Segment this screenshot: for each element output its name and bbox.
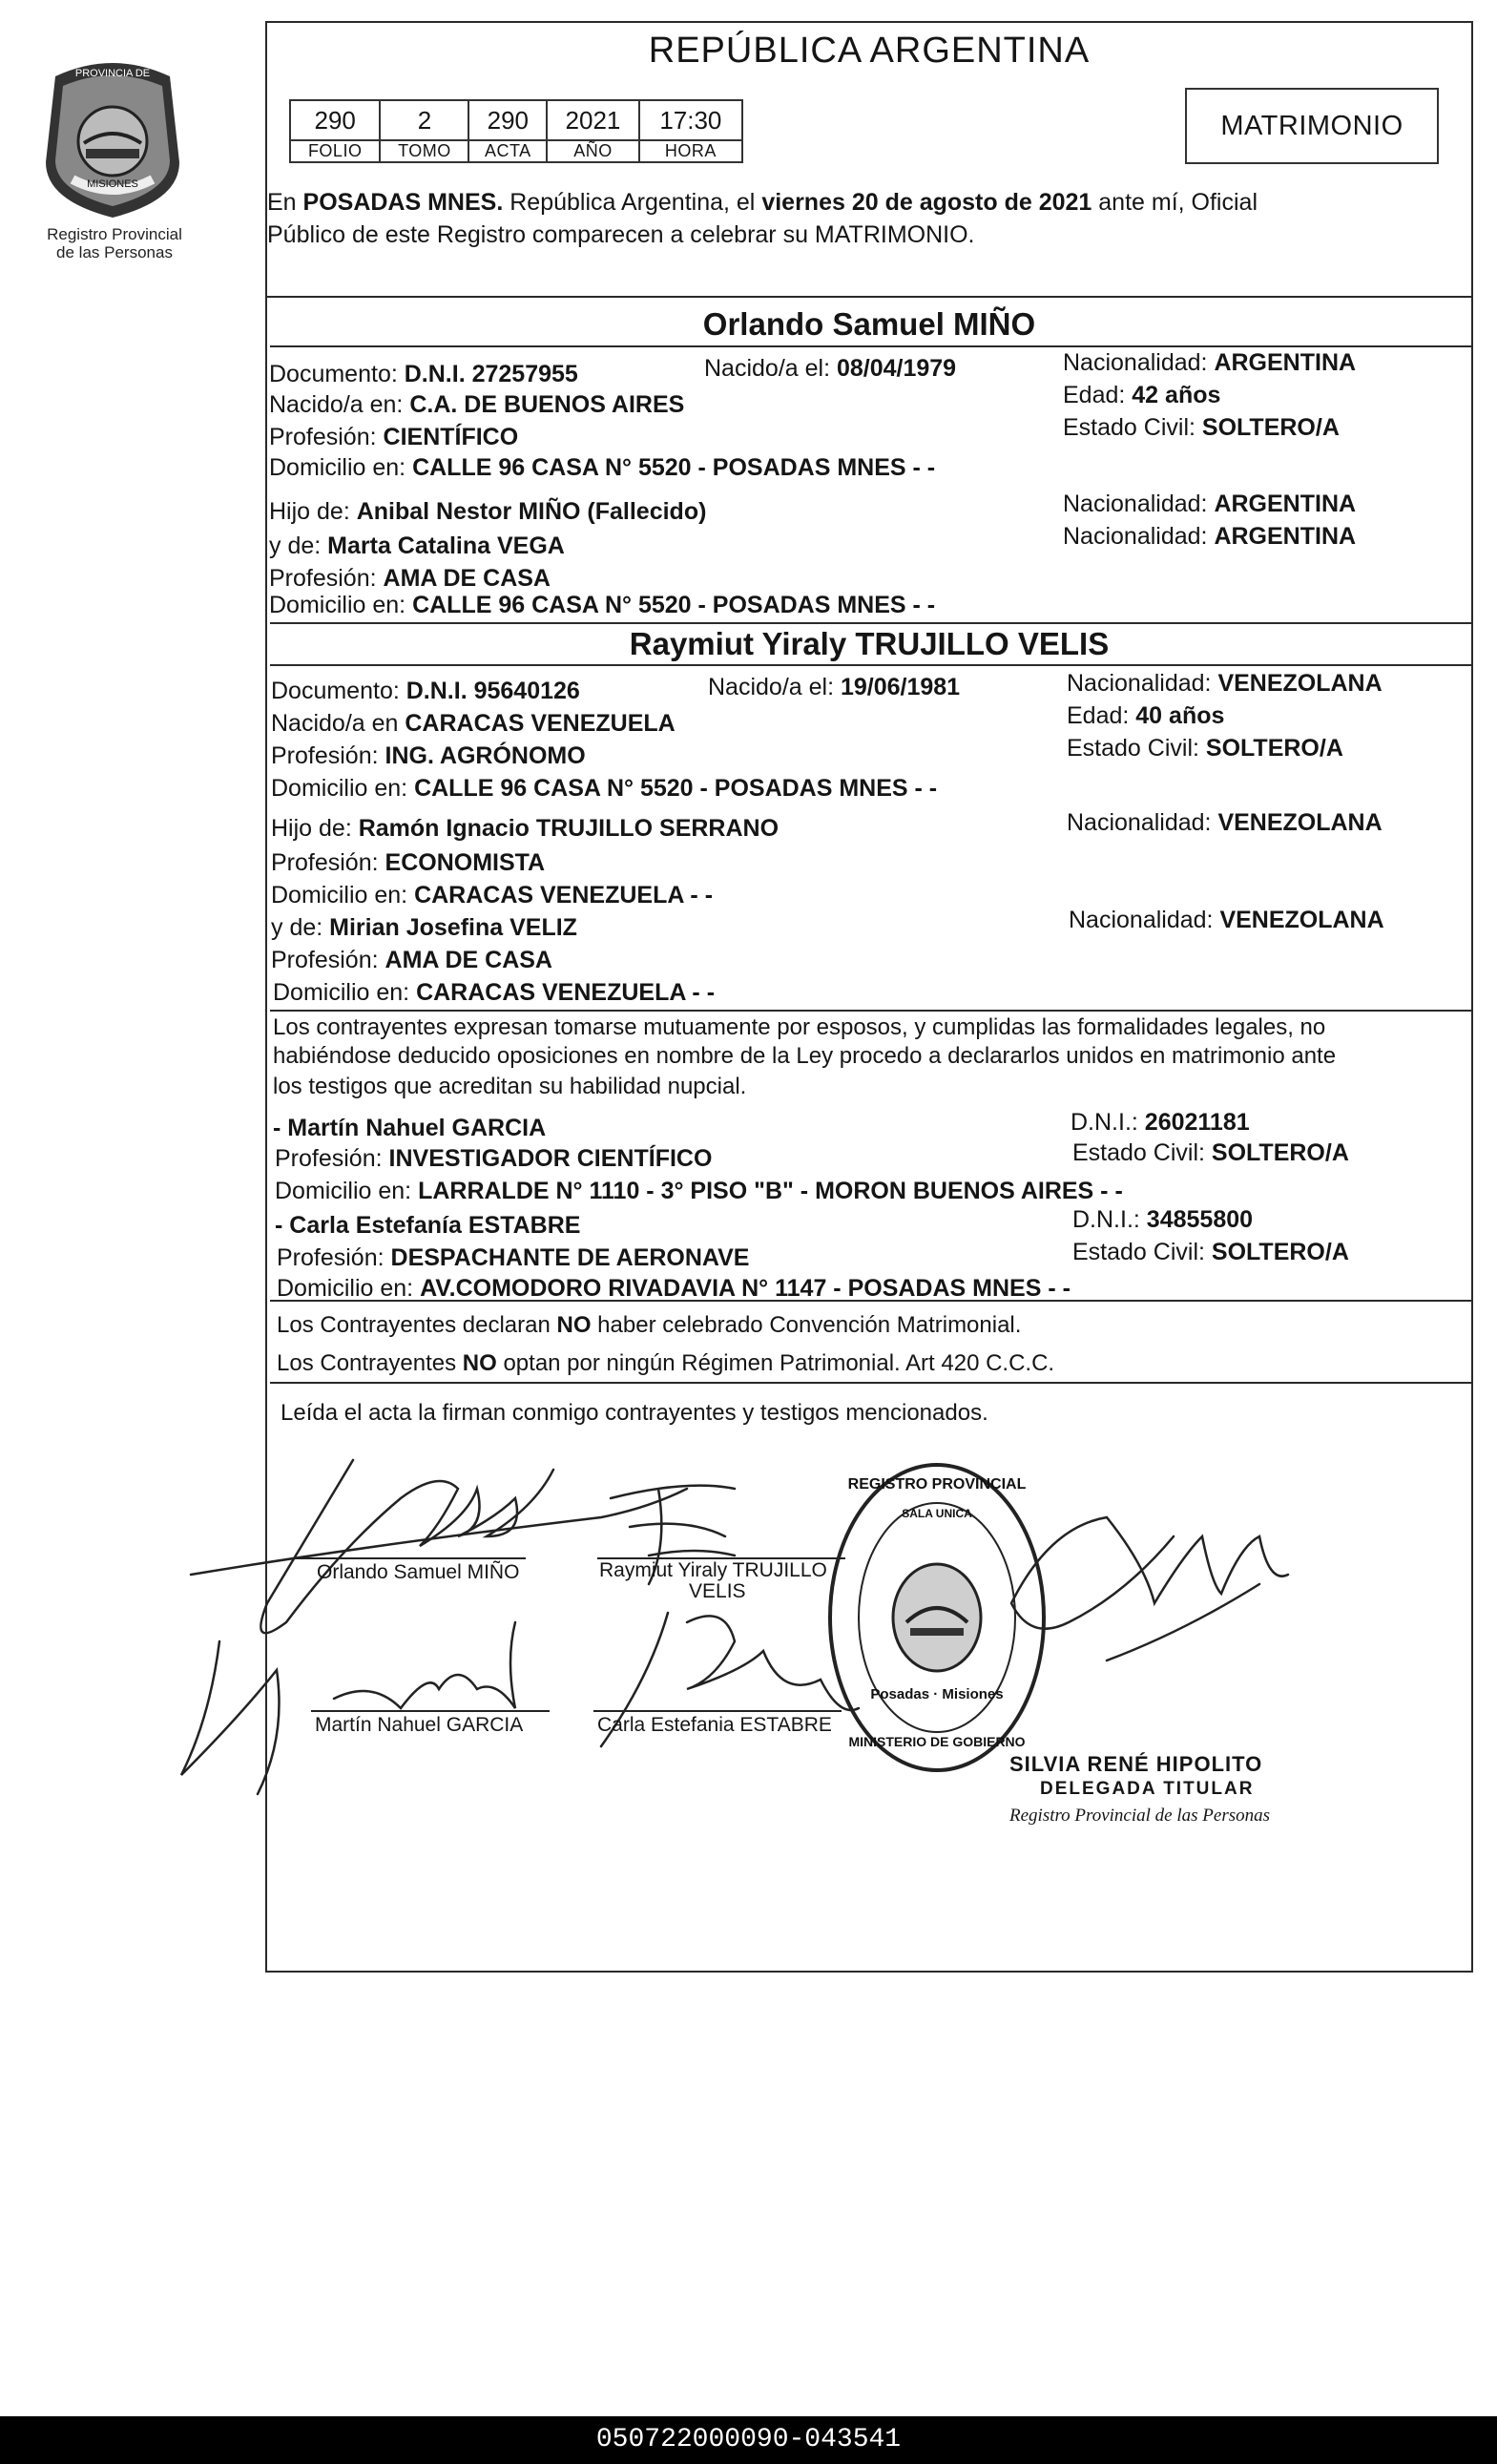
spouse1-nationality (1063, 347, 1356, 379)
signature-name-3: Martín Nahuel GARCIA (315, 1714, 524, 1736)
spouse1-address (269, 452, 935, 484)
field-label: Profesión: (271, 947, 385, 973)
field-value: CALLE 96 CASA N° 5520 - POSADAS MNES - - (414, 775, 938, 802)
field-label: Profesión: (275, 1145, 389, 1172)
field-value: 19/06/1981 (840, 674, 961, 700)
field-label: D.N.I.: (1071, 1109, 1145, 1136)
svg-text:PROVINCIA DE: PROVINCIA DE (74, 68, 151, 79)
intro-line-1 (267, 187, 1258, 219)
officer-title: DELEGADA TITULAR (1040, 1779, 1255, 1799)
year-label: AÑO (547, 140, 639, 162)
spouse2-mother (271, 912, 577, 944)
field-value: VENEZOLANA (1217, 670, 1383, 697)
divider (265, 296, 1473, 298)
officer-organization: Registro Provincial de las Personas (1009, 1806, 1271, 1826)
field-label: Domicilio en: (277, 1275, 421, 1302)
signature-line-1 (292, 1557, 526, 1559)
divider (270, 1300, 1473, 1302)
field-value: ING. AGRÓNOMO (385, 742, 586, 769)
field-label: Hijo de: (271, 815, 359, 842)
field-label: Hijo de: (269, 498, 357, 525)
field-label: Documento: (269, 361, 405, 387)
field-value: AV.COMODORO RIVADAVIA N° 1147 - POSADAS MNES - - (420, 1275, 1071, 1302)
tomo-label: TOMO (380, 140, 468, 162)
spouse2-address (271, 773, 937, 804)
regime-text: optan por ningún Régimen Patrimonial. Art 420 C.C.C. (496, 1350, 1055, 1376)
field-value: 34855800 (1146, 1206, 1254, 1233)
field-label: Nacido/a en (271, 710, 405, 737)
intro-text: República Argentina, el (503, 189, 762, 216)
field-label: Nacido/a en: (269, 391, 410, 418)
intro-text: ante mí, Oficial (1092, 189, 1258, 216)
witness1-name (273, 1113, 546, 1144)
field-label: y de: (269, 532, 328, 559)
spouse1-father (269, 496, 706, 528)
spouse2-mother-address (273, 977, 715, 1009)
field-label: Nacido/a el: (704, 355, 837, 382)
regime-text: Los Contrayentes (277, 1350, 463, 1376)
witness1-profession (275, 1143, 712, 1175)
spouse2-mother-nationality (1069, 905, 1384, 936)
spouse1-birthdate (704, 353, 956, 385)
field-label: Estado Civil: (1067, 735, 1206, 762)
folio-value: 290 (290, 100, 380, 140)
declaration-line-3: los testigos que acreditan su habilidad nupcial. (273, 1074, 747, 1099)
svg-text:MINISTERIO DE GOBIERNO: MINISTERIO DE GOBIERNO (848, 1734, 1026, 1749)
witness2-dni (1072, 1204, 1253, 1236)
official-stamp (822, 1451, 1051, 1785)
logo-caption-line1: Registro Provincial (47, 225, 182, 243)
logo-caption-line2: de las Personas (56, 243, 173, 261)
field-value: D.N.I. 95640126 (405, 678, 580, 704)
signature-name-2b: VELIS (689, 1580, 746, 1602)
field-value: Mirian Josefina VELIZ (329, 914, 577, 941)
field-label: Profesión: (277, 1244, 391, 1271)
intro-date: viernes 20 de agosto de 2021 (761, 189, 1092, 216)
field-label: Profesión: (271, 849, 385, 876)
field-value: ARGENTINA (1214, 349, 1357, 376)
witness1-address (275, 1176, 1123, 1207)
field-value: CARACAS VENEZUELA - - (416, 979, 716, 1006)
divider (270, 664, 1473, 666)
field-label: Domicilio en: (271, 775, 415, 802)
svg-text:SALA UNICA: SALA UNICA (902, 1507, 972, 1520)
spouse1-mother-nationality (1063, 521, 1356, 553)
field-value: SOLTERO/A (1211, 1139, 1349, 1166)
closing-statement: Leída el acta la firman conmigo contrayentes y testigos mencionados. (281, 1400, 988, 1426)
field-value: INVESTIGADOR CIENTÍFICO (388, 1145, 713, 1172)
field-value: - Carla Estefanía ESTABRE (275, 1212, 581, 1239)
field-value: DESPACHANTE DE AERONAVE (390, 1244, 750, 1271)
field-value: C.A. DE BUENOS AIRES (409, 391, 685, 418)
regime-line-2 (277, 1347, 1054, 1379)
field-value: CALLE 96 CASA N° 5520 - POSADAS MNES - - (412, 592, 936, 618)
field-label: Profesión: (269, 424, 384, 450)
regime-emphasis: NO (556, 1312, 592, 1338)
tomo-value: 2 (380, 100, 468, 140)
svg-text:Posadas · Misiones: Posadas · Misiones (870, 1686, 1004, 1702)
spouse2-father-profession (271, 847, 545, 879)
hour-value: 17:30 (639, 100, 742, 140)
declaration-line-1: Los contrayentes expresan tomarse mutuamente por esposos, y cumplidas las formalidades legales, no (273, 1014, 1326, 1040)
field-value: VENEZOLANA (1217, 809, 1383, 836)
hour-label: HORA (639, 140, 742, 162)
witness1-civil-status (1072, 1138, 1349, 1169)
registry-grid (289, 99, 743, 163)
intro-line-2: Público de este Registro comparecen a celebrar su MATRIMONIO. (267, 221, 975, 248)
field-value: Ramón Ignacio TRUJILLO SERRANO (358, 815, 780, 842)
field-value: Marta Catalina VEGA (327, 532, 565, 559)
field-label: Nacionalidad: (1069, 907, 1220, 933)
field-label: Nacionalidad: (1067, 809, 1218, 836)
field-value: 42 años (1132, 382, 1221, 408)
field-label: Documento: (271, 678, 406, 704)
logo-caption (19, 225, 210, 261)
spouse1-mother (269, 531, 565, 562)
field-label: Nacionalidad: (1063, 523, 1215, 550)
field-value: ARGENTINA (1214, 523, 1357, 550)
spouse2-mother-profession (271, 945, 552, 976)
signature-line-4 (593, 1710, 842, 1712)
field-value: SOLTERO/A (1205, 735, 1343, 762)
field-value: SOLTERO/A (1201, 414, 1340, 441)
field-label: Profesión: (271, 742, 385, 769)
signature-name-1: Orlando Samuel MIÑO (317, 1561, 520, 1583)
field-label: Profesión: (269, 565, 384, 592)
field-value: AMA DE CASA (383, 565, 551, 592)
intro-text: En (267, 189, 303, 216)
witness2-name (275, 1210, 580, 1242)
field-value: 26021181 (1144, 1109, 1250, 1136)
spouse2-father-address (271, 880, 713, 911)
field-value: CARACAS VENEZUELA - - (414, 882, 714, 908)
field-label: Domicilio en: (269, 454, 413, 481)
witness2-profession (277, 1242, 749, 1274)
field-value: 40 años (1135, 702, 1225, 729)
field-label: Nacionalidad: (1063, 491, 1215, 517)
field-value: CALLE 96 CASA N° 5520 - POSADAS MNES - - (412, 454, 936, 481)
field-label: Estado Civil: (1072, 1239, 1212, 1265)
witness2-civil-status (1072, 1237, 1349, 1268)
intro-place: POSADAS MNES. (302, 189, 504, 216)
folio-label: FOLIO (290, 140, 380, 162)
field-label: Domicilio en: (269, 592, 413, 618)
field-label: Nacionalidad: (1063, 349, 1215, 376)
witness1-dni (1071, 1107, 1250, 1138)
year-value: 2021 (547, 100, 639, 140)
spouse1-birthplace (269, 389, 684, 421)
declaration-line-2: habiéndose deducido oposiciones en nombre de la Ley procedo a declararlos unidos en matrimonio ante (273, 1043, 1337, 1069)
field-label: Domicilio en: (273, 979, 417, 1006)
spouse1-name-heading: Orlando Samuel MIÑO (702, 306, 1036, 342)
field-value: CIENTÍFICO (383, 424, 519, 450)
svg-text:REGISTRO PROVINCIAL: REGISTRO PROVINCIAL (847, 1476, 1027, 1493)
acta-value: 290 (468, 100, 547, 140)
spouse2-nationality (1067, 668, 1383, 700)
divider (270, 1382, 1473, 1384)
regime-text: Los Contrayentes declaran (277, 1312, 557, 1338)
field-label: Estado Civil: (1063, 414, 1202, 441)
field-label: Estado Civil: (1072, 1139, 1212, 1166)
document-code-bar: 050722000090-043541 (0, 2416, 1497, 2464)
divider (270, 622, 1473, 624)
field-value: VENEZOLANA (1219, 907, 1384, 933)
field-value: AMA DE CASA (385, 947, 552, 973)
field-value: LARRALDE N° 1110 - 3° PISO "B" - MORON BUENOS AIRES - - (418, 1178, 1123, 1204)
act-type-box: MATRIMONIO (1185, 88, 1439, 164)
spouse2-document (271, 676, 580, 707)
regime-emphasis: NO (462, 1350, 497, 1376)
field-value: Anibal Nestor MIÑO (Fallecido) (356, 498, 707, 525)
spouse1-profession (269, 422, 518, 453)
field-value: D.N.I. 27257955 (404, 361, 578, 387)
provincial-seal-logo (36, 57, 189, 219)
spouse2-father (271, 813, 779, 845)
spouse2-father-nationality (1067, 807, 1383, 839)
spouse2-civil-status (1067, 733, 1343, 764)
field-value: SOLTERO/A (1211, 1239, 1349, 1265)
field-label: Edad: (1063, 382, 1133, 408)
regime-text: haber celebrado Convención Matrimonial. (591, 1312, 1022, 1338)
field-value: CARACAS VENEZUELA (405, 710, 676, 737)
signature-name-4: Carla Estefania ESTABRE (597, 1714, 832, 1736)
spouse2-age (1067, 700, 1224, 732)
spouse1-father-nationality (1063, 489, 1356, 520)
field-label: Nacido/a el: (708, 674, 841, 700)
field-label: y de: (271, 914, 330, 941)
spouse2-profession (271, 741, 586, 772)
field-value: ARGENTINA (1214, 491, 1357, 517)
svg-text:MISIONES: MISIONES (87, 178, 138, 190)
acta-label: ACTA (468, 140, 547, 162)
spouse1-civil-status (1063, 412, 1340, 444)
signature-line-3 (311, 1710, 550, 1712)
field-label: D.N.I.: (1072, 1206, 1147, 1233)
field-value: - Martín Nahuel GARCIA (273, 1115, 547, 1141)
spouse1-document (269, 359, 578, 390)
field-value: ECONOMISTA (385, 849, 546, 876)
field-label: Domicilio en: (271, 882, 415, 908)
spouse1-age (1063, 380, 1220, 411)
field-label: Edad: (1067, 702, 1136, 729)
signature-name-2: Raymiut Yiraly TRUJILLO (599, 1559, 827, 1581)
spouse2-name-heading: Raymiut Yiraly TRUJILLO VELIS (629, 626, 1110, 661)
spouse2-birthplace (271, 708, 676, 740)
field-label: Domicilio en: (275, 1178, 419, 1204)
spouse1-mother-address (269, 590, 935, 621)
officer-name: SILVIA RENÉ HIPOLITO (1009, 1752, 1263, 1776)
document-title: REPÚBLICA ARGENTINA (648, 31, 1091, 71)
field-value: 08/04/1979 (836, 355, 957, 382)
spouse2-birthdate (708, 672, 960, 703)
field-label: Nacionalidad: (1067, 670, 1218, 697)
regime-line-1 (277, 1309, 1021, 1341)
